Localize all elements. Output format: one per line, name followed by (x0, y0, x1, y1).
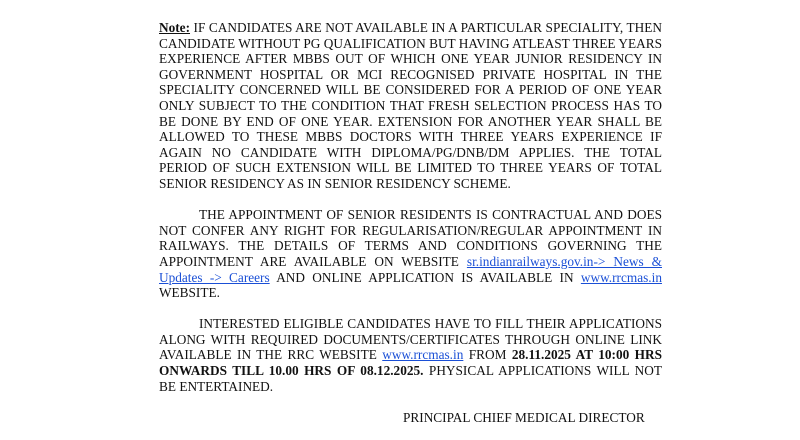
appointment-text: THE APPOINTMENT OF SENIOR RESIDENTS IS CONTRACTUAL AND DOES NOT CONFER ANY RIGHT FOR REGULARISATION/REGULAR APPOINTMENT IN RAILWAYS. THE DETAILS OF TERMS AND CONDITIONS GOVERNING THE APPOINTMENT ARE AVAILABLE ON WEBSITE (159, 207, 662, 269)
application-text-end: PHYSICAL APPLICATIONS WILL NOT BE ENTERTAINED. (159, 363, 662, 394)
notice-body (159, 20, 662, 394)
rrc-website-link[interactable]: www.rrcmas.in (382, 347, 464, 363)
application-text-middle: FROM (463, 347, 512, 363)
rrcmas-link[interactable]: www.rrcmas.in (580, 269, 662, 285)
careers-link[interactable]: sr.indianrailways.gov.in-> News & Updates -> Careers (159, 253, 662, 285)
note-text: IF CANDIDATES ARE NOT AVAILABLE IN A PARTICULAR SPECIALITY, THEN CANDIDATE WITHOUT PG QUALIFICATION BUT HAVING ATLEAST THREE YEARS EXPERIENCE AFTER MBBS OUT OF WHICH ONE YEAR JUNIOR RESIDENCY IN GOVERNMENT HOSPITAL OR MCI RECOGNISED PRIVATE HOSPITAL IN THE SPECIALITY CONCERNED WILL BE CONSIDERED FOR A PERIOD OF ONE YEAR ONLY SUBJECT TO THE CONDITION THAT FRESH SELECTION PROCESS HAS TO BE DONE BY END OF ONE YEAR. EXTENSION FOR ANOTHER YEAR SHALL BE ALLOWED TO THESE MBBS DOCTORS WITH THREE YEARS EXPERIENCE IF AGAIN NO CANDIDATE WITH DIPLOMA/PG/DNB/DM APPLIES. THE TOTAL PERIOD OF SUCH EXTENSION WILL BE LIMITED TO THREE YEARS OF TOTAL SENIOR RESIDENCY AS IN SENIOR RESIDENCY SCHEME. (159, 20, 662, 191)
appointment-text-end: WEBSITE. (159, 285, 220, 301)
application-dates: 28.11.2025 AT 10:00 HRS ONWARDS TILL 10.00 HRS OF 08.12.2025. (159, 347, 662, 379)
note-paragraph (159, 20, 662, 192)
application-text: INTERESTED ELIGIBLE CANDIDATES HAVE TO FILL THEIR APPLICATIONS ALONG WITH REQUIRED DOCUMENTS/CERTIFICATES THROUGH ONLINE LINK AVAILABLE IN THE RRC WEBSITE (159, 316, 662, 363)
appointment-text-middle: AND ONLINE APPLICATION IS AVAILABLE IN (269, 269, 581, 285)
appointment-paragraph (159, 207, 662, 301)
application-paragraph (159, 316, 662, 394)
signature-title: PRINCIPAL CHIEF MEDICAL DIRECTOR (403, 410, 645, 425)
note-label: Note: (159, 20, 191, 35)
